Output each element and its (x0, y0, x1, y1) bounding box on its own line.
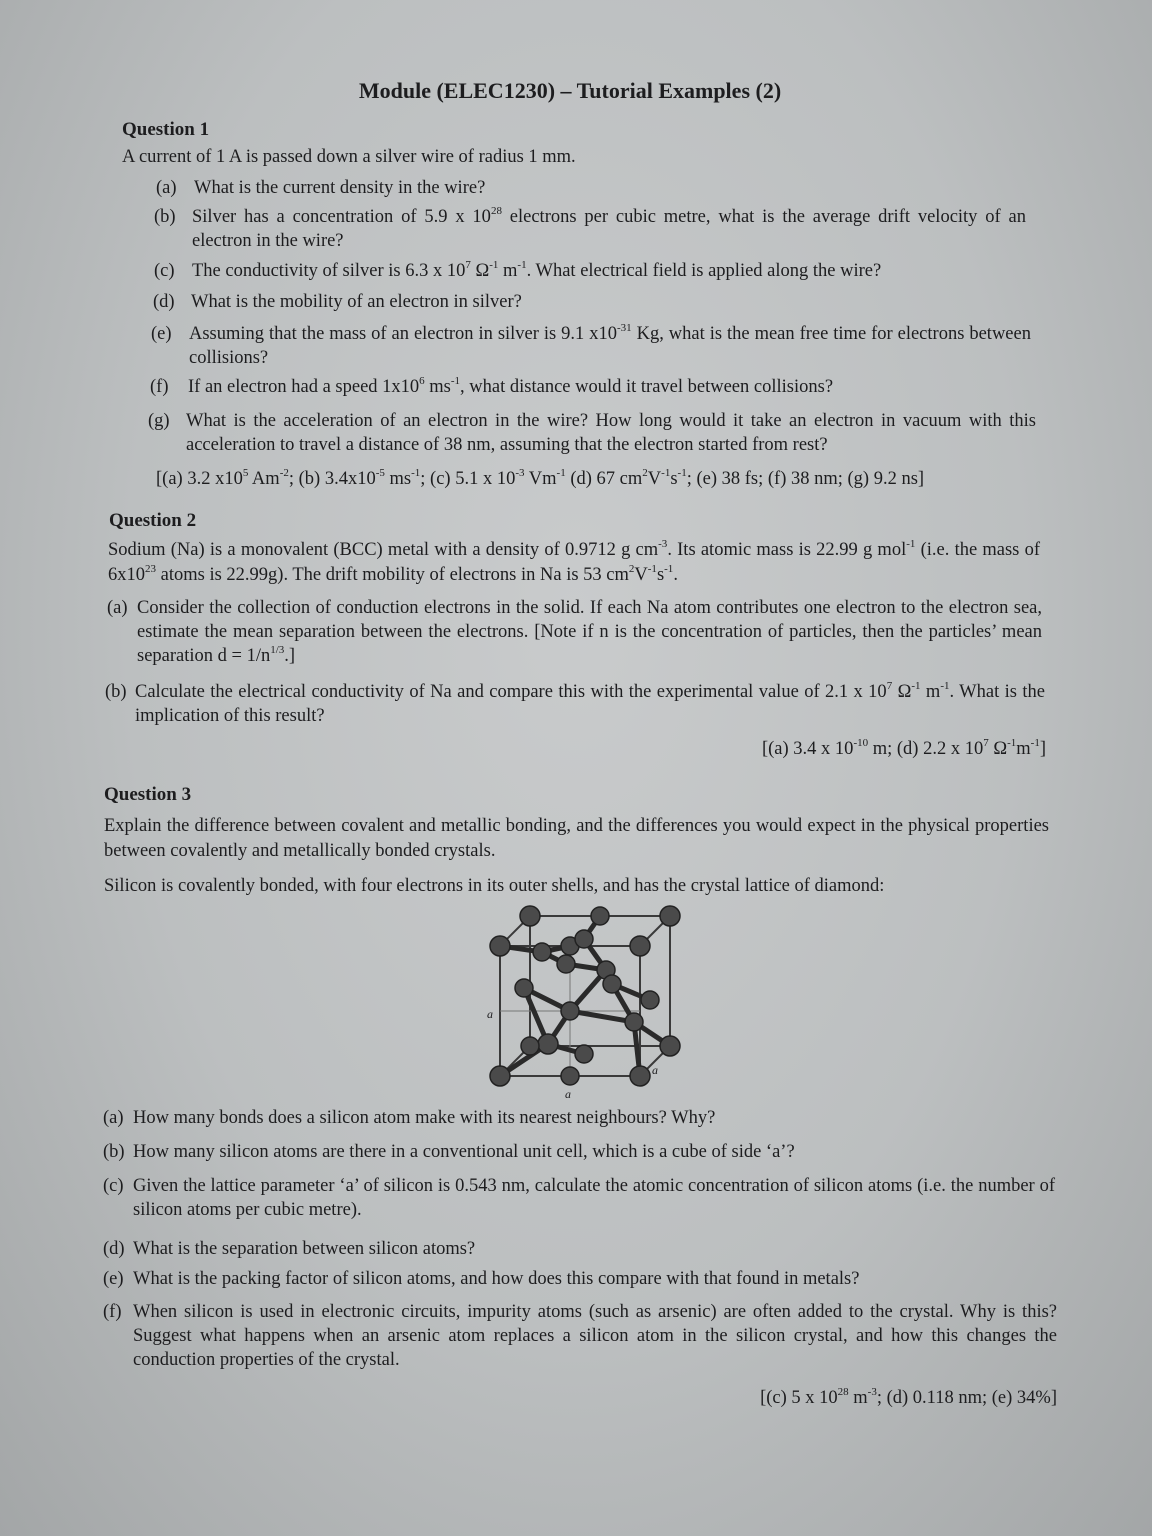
part-label: (d) (153, 292, 175, 312)
question-2-part-b (105, 680, 1045, 730)
question-2-intro: Sodium (Na) is a monovalent (BCC) metal with a density of 0.9712 g $cm^{-3}$. Its atomic mass is 22.99 g mol$^{-1}$ (i.e. the mass of $6x10^{23}$ atoms is 22.99g). The drift mobility of electrons in Na is 53 $cm^2V^{-1}s^{-1}$. (108, 537, 1040, 585)
question-2-heading: Question 2 (109, 510, 197, 531)
question-3-part-a (103, 1106, 1053, 1130)
part-label: (f) (150, 377, 169, 397)
question-3-intro-2: Silicon is covalently bonded, with four electrons in its outer shells, and has the crystal lattice of diamond: (104, 876, 885, 896)
part-label: (g) (148, 411, 170, 431)
question-2-part-a (107, 596, 1042, 672)
part-text: What is the current density in the wire? (194, 178, 486, 198)
part-text: How many silicon atoms are there in a conventional unit cell, which is a cube of side ‘a’? (133, 1142, 795, 1162)
part-label: (c) (154, 261, 175, 281)
part-label: (b) (154, 207, 176, 227)
part-text: When silicon is used in electronic circuits, impurity atoms (such as arsenic) are often added to the crystal. Why is this? Suggest what happens when an arsenic atom replaces a silicon atom in the silicon crystal, and how this changes the conduction properties of the crystal. (133, 1302, 1057, 1370)
question-2-answers: [(a) 3.4 x $10^{-10}$ m; (d) 2.2 x $10^7$ $\Omega^{-1}m^{-1}$] (761, 736, 1046, 759)
diamond-lattice-figure (484, 904, 690, 1104)
question-1-part-e (151, 322, 1031, 372)
part-text: The conductivity of silver is 6.3 x $10^7$ $\Omega^{-1}$ $m^{-1}$. What electrical field is applied along the wire? (192, 258, 882, 281)
question-1-intro: A current of 1 A is passed down a silver wire of radius 1 mm. (122, 147, 576, 167)
question-3-part-f (103, 1300, 1057, 1376)
question-3-part-d (103, 1237, 1053, 1261)
part-label: (a) (107, 598, 128, 618)
question-1-part-d (153, 290, 1025, 314)
question-3-part-c (103, 1174, 1055, 1224)
part-label: (b) (103, 1142, 125, 1162)
part-text: What is the mobility of an electron in silver? (191, 292, 522, 312)
figure-label-a-bottom: a (565, 1087, 571, 1101)
question-3-intro: Explain the difference between covalent and metallic bonding, and the differences you would expect in the physical properties between covalently and metallically bonded crystals. (104, 816, 1049, 861)
question-1-part-f (150, 375, 1030, 399)
question-3-heading: Question 3 (104, 784, 192, 805)
part-label: (c) (103, 1176, 124, 1196)
question-3-part-e (103, 1267, 1055, 1291)
figure-label-a-right: a (652, 1063, 658, 1077)
question-1-part-g (148, 409, 1036, 459)
part-text: Assuming that the mass of an electron in silver is 9.1 $x10^{-31}$ Kg, what is the mean free time for electrons between collisions? (189, 321, 1031, 368)
part-text: How many bonds does a silicon atom make with its nearest neighbours? Why? (133, 1108, 716, 1128)
question-1-part-a (156, 176, 1036, 200)
question-3-part-b (103, 1140, 1053, 1164)
page-title: Module (ELEC1230) – Tutorial Examples (2) (358, 78, 782, 103)
part-text: Silver has a concentration of 5.9 x $10^{28}$ electrons per cubic metre, what is the average drift velocity of an electron in the wire? (192, 204, 1026, 251)
part-label: (b) (105, 682, 127, 702)
part-label: (e) (103, 1269, 124, 1289)
question-3-answers: [(c) 5 x $10^{28}$ $m^{-3}$; (d) 0.118 nm; (e) 34%] (760, 1385, 1057, 1408)
part-text: Given the lattice parameter ‘a’ of silicon is 0.543 nm, calculate the atomic concentration of silicon atoms (i.e. the number of silicon atoms per cubic metre). (133, 1176, 1055, 1220)
part-text: What is the packing factor of silicon atoms, and how does this compare with that found in metals? (133, 1269, 860, 1289)
question-1-part-c (154, 259, 1026, 283)
question-1-part-b (154, 205, 1026, 255)
question-1-answers: [(a) 3.2 $x10^5$ $Am^{-2}$; (b) $3.4x10^{-5}$ $ms^{-1}$; (c) 5.1 x $10^{-3}$ $Vm^{-1}$ (d) 67 $cm^2V^{-1}s^{-1}$; (e) 38 fs; (f) 38 nm; (g) 9.2 ns] (156, 466, 925, 489)
question-1-heading: Question 1 (122, 119, 210, 140)
part-label: (d) (103, 1239, 125, 1259)
part-text: Consider the collection of conduction electrons in the solid. If each Na atom contributes one electron to the electron sea, estimate the mean separation between the electrons. [Note if n is the concentration of particles, then the particles’ mean separation $d = 1/n^{1/3}$.] (137, 598, 1042, 666)
part-text: If an electron had a speed $1x10^6$ $ms^{-1}$, what distance would it travel between collisions? (188, 374, 834, 397)
part-label: (e) (151, 324, 172, 344)
part-label: (a) (156, 178, 177, 198)
part-text: Calculate the electrical conductivity of Na and compare this with the experimental value of 2.1 x $10^7$ $\Omega^{-1}$ $m^{-1}$. What is the implication of this result? (135, 679, 1045, 726)
part-label: (a) (103, 1108, 124, 1128)
part-label: (f) (103, 1302, 122, 1322)
part-text: What is the acceleration of an electron in the wire? How long would it take an electron in vacuum with this acceleration to travel a distance of 38 nm, assuming that the electron started from rest? (186, 411, 1036, 455)
part-text: What is the separation between silicon atoms? (133, 1239, 476, 1259)
figure-label-a-left: a (487, 1007, 493, 1021)
